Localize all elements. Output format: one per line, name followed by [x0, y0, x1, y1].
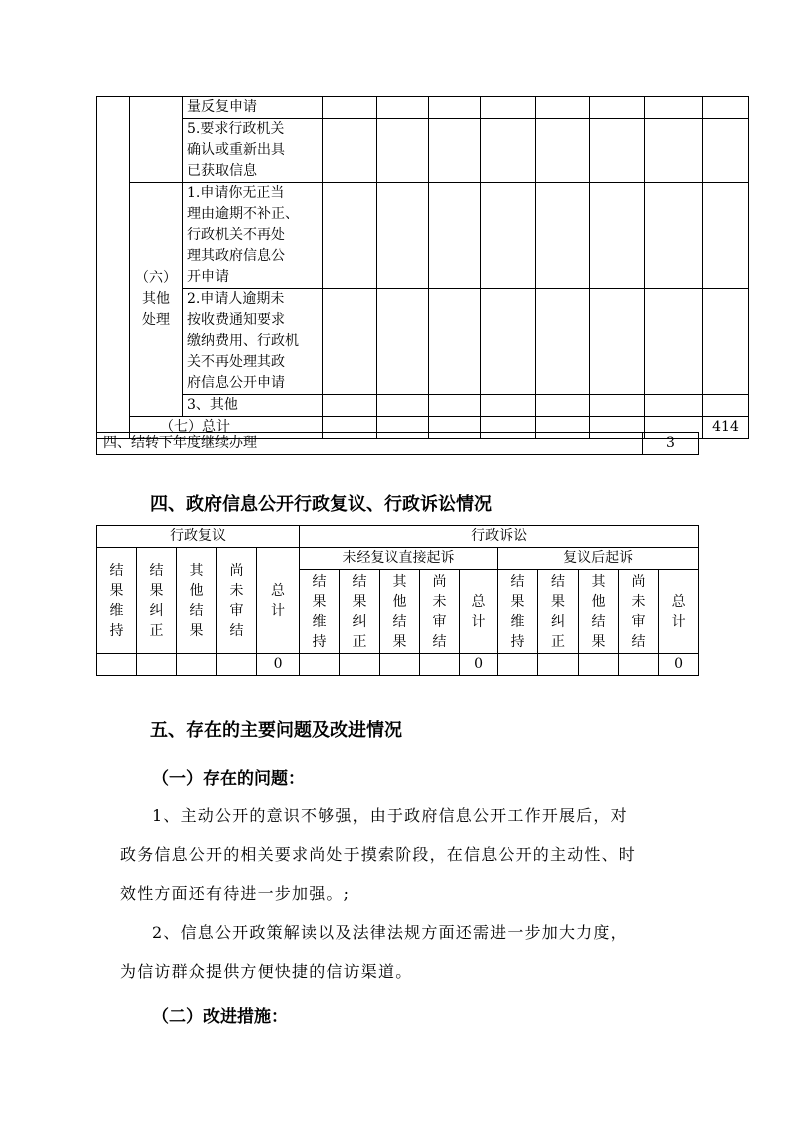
carry-value: 3	[643, 433, 699, 455]
problems-subtitle: （一）存在的问题：	[152, 769, 305, 789]
col-pending: 尚 未 审 结	[420, 570, 460, 654]
col-total: 总 计	[460, 570, 498, 654]
group-label-other: （六） 其他 处理	[130, 183, 183, 417]
blank-cell	[97, 97, 130, 439]
col-other: 其 他 结 果	[579, 570, 619, 654]
disposal-table	[96, 96, 749, 439]
row-label: 3、其他	[183, 395, 323, 417]
col-correct: 结 果 纠 正	[340, 570, 380, 654]
paragraph-line: 政务信息公开的相关要求尚处于摸索阶段，在信息公开的主动性、时	[120, 845, 637, 864]
review-litigation-table	[96, 525, 699, 676]
col-total: 总 计	[257, 548, 300, 654]
row-label: 5.要求行政机关 确认或重新出具 已获取信息	[183, 119, 323, 183]
row-label: 1.申请你无正当 理由逾期不补正、 行政机关不再处 理其政府信息公 开申请	[183, 183, 323, 289]
admin-litigation-header: 行政诉讼	[300, 526, 699, 548]
table-row	[97, 395, 749, 417]
admin-review-header: 行政复议	[97, 526, 300, 548]
col-maintain: 结 果 维 持	[498, 570, 538, 654]
paragraph-line: 1、主动公开的意识不够强，由于政府信息公开工作开展后，对	[152, 806, 628, 825]
col-maintain: 结 果 维 持	[300, 570, 340, 654]
table-row	[97, 183, 749, 289]
col-other: 其 他 结 果	[177, 548, 217, 654]
carry-label: 四、结转下年度继续办理	[97, 433, 643, 455]
paragraph-line: 2、信息公开政策解读以及法律法规方面还需进一步加大力度，	[152, 923, 628, 942]
after-review-header: 复议后起诉	[498, 548, 699, 570]
section5-title: 五、存在的主要问题及改进情况	[150, 720, 402, 741]
table-row	[97, 654, 699, 676]
table-row	[97, 119, 749, 183]
blank-cell	[130, 97, 183, 183]
carry-over-table	[96, 432, 699, 455]
col-total: 总 计	[659, 570, 699, 654]
total-value: 414	[703, 417, 749, 439]
review-total-value: 0	[257, 654, 300, 676]
no-review-header: 未经复议直接起诉	[300, 548, 498, 570]
table-row	[97, 289, 749, 395]
paragraph-line: 为信访群众提供方便快捷的信访渠道。	[120, 962, 413, 981]
row-label: 2.申请人逾期未 按收费通知要求 缴纳费用、行政机 关不再处理其政 府信息公开申请	[183, 289, 323, 395]
section4-title: 四、政府信息公开行政复议、行政诉讼情况	[150, 494, 492, 515]
paragraph-line: 效性方面还有待进一步加强。;	[120, 884, 351, 903]
table-row-carry	[97, 433, 699, 455]
col-pending: 尚 未 审 结	[619, 570, 659, 654]
after-review-total-value: 0	[659, 654, 699, 676]
col-correct: 结 果 纠 正	[538, 570, 579, 654]
total-label: （七）总计	[130, 417, 323, 439]
col-correct: 结 果 纠 正	[137, 548, 177, 654]
col-other: 其 他 结 果	[380, 570, 420, 654]
col-maintain: 结 果 维 持	[97, 548, 137, 654]
col-pending: 尚 未 审 结	[217, 548, 257, 654]
no-review-total-value: 0	[460, 654, 498, 676]
table-row	[97, 97, 749, 119]
measures-subtitle: （二）改进措施：	[152, 1007, 288, 1027]
header-row	[97, 526, 699, 548]
header-row	[97, 548, 699, 570]
row-label: 量反复申请	[183, 97, 323, 119]
